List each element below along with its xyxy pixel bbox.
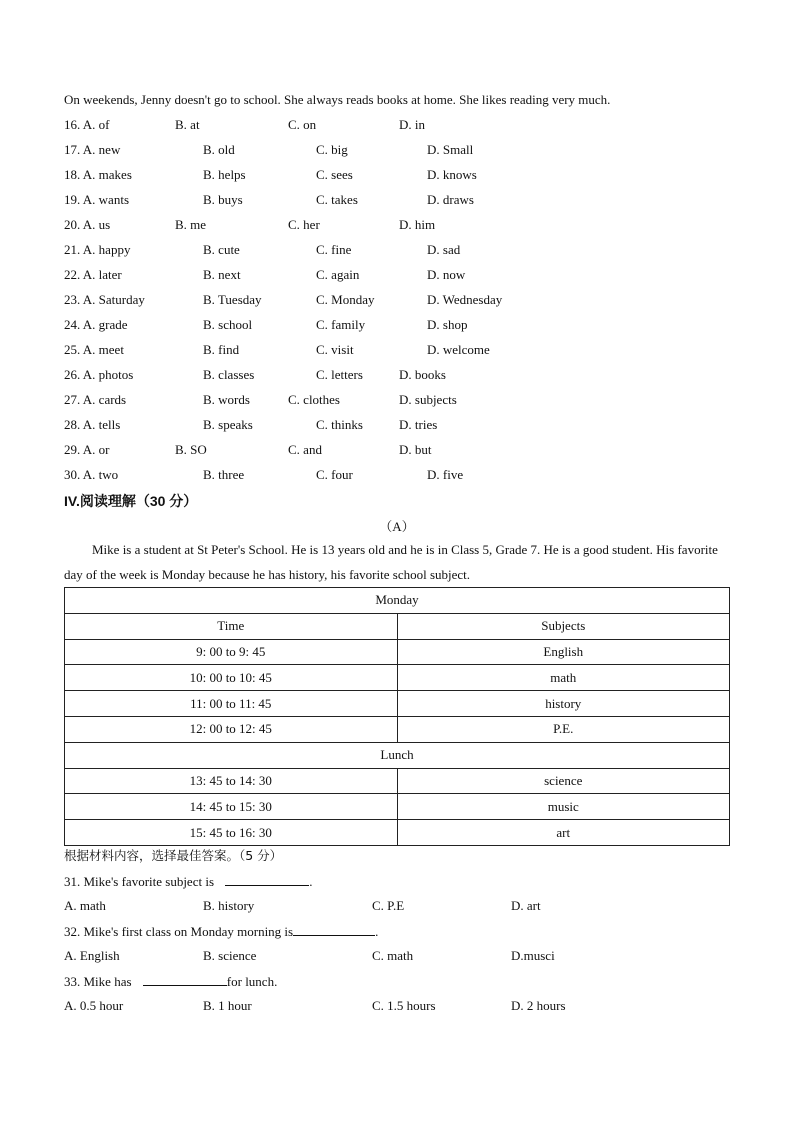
question-text: 31. Mike's favorite subject is <box>64 874 215 889</box>
cloze-option-c: C. takes <box>316 192 358 207</box>
time-cell: 9: 00 to 9: 45 <box>65 639 398 665</box>
schedule-table <box>64 587 730 846</box>
cloze-option-a: 19. A. wants <box>64 192 129 207</box>
cloze-option-c: C. fine <box>316 242 352 257</box>
question-31 <box>64 873 313 890</box>
question-32 <box>64 923 378 940</box>
lunch-row: Lunch <box>65 742 730 768</box>
option-c: C. math <box>372 948 414 963</box>
cloze-option-b: B. old <box>203 142 235 157</box>
table-header-time: Time <box>65 613 398 639</box>
time-cell: 12: 00 to 12: 45 <box>65 716 398 742</box>
cloze-option-c: C. and <box>288 442 322 457</box>
option-d: D.musci <box>511 948 555 963</box>
table-row <box>65 794 730 820</box>
cloze-option-d: D. sad <box>427 242 461 257</box>
table-row <box>65 613 730 639</box>
cloze-option-c: C. sees <box>316 167 353 182</box>
cloze-option-b: B. SO <box>175 442 207 457</box>
cloze-option-a: 30. A. two <box>64 467 119 482</box>
question-tail: for lunch. <box>226 974 278 989</box>
table-row <box>65 665 730 691</box>
cloze-option-a: 27. A. cards <box>64 392 127 407</box>
cloze-option-b: B. next <box>203 267 241 282</box>
cloze-option-d: D. now <box>427 267 466 282</box>
cloze-option-a: 25. A. meet <box>64 342 124 357</box>
cloze-option-b: B. at <box>175 117 200 132</box>
cloze-option-c: C. again <box>316 267 360 282</box>
cloze-option-c: C. family <box>316 317 366 332</box>
cloze-option-c: C. four <box>316 467 353 482</box>
cloze-option-b: B. me <box>175 217 207 232</box>
cloze-option-c: C. big <box>316 142 348 157</box>
cloze-option-b: B. Tuesday <box>203 292 262 307</box>
cloze-option-d: D. books <box>399 367 446 382</box>
question-33 <box>64 973 277 990</box>
section-title: IV.阅读理解（30 分） <box>64 493 198 509</box>
time-cell: 15: 45 to 16: 30 <box>65 820 398 846</box>
cloze-option-d: D. draws <box>427 192 474 207</box>
table-row <box>65 768 730 794</box>
table-row <box>65 716 730 742</box>
cloze-option-d: D. Small <box>427 142 474 157</box>
cloze-option-b: B. classes <box>203 367 255 382</box>
cloze-option-c: C. on <box>288 117 317 132</box>
time-cell: 10: 00 to 10: 45 <box>65 665 398 691</box>
cloze-option-b: B. school <box>203 317 253 332</box>
cloze-option-d: D. subjects <box>399 392 457 407</box>
table-row <box>65 820 730 846</box>
instruction-text: 根据材料内容，选择最佳答案。（5 分） <box>64 848 283 863</box>
time-cell: 14: 45 to 15: 30 <box>65 794 398 820</box>
subject-cell: music <box>397 794 730 820</box>
option-c: C. 1.5 hours <box>372 998 436 1013</box>
cloze-option-a: 29. A. or <box>64 442 110 457</box>
subject-cell: science <box>397 768 730 794</box>
answer-blank <box>225 873 309 886</box>
cloze-option-d: D. welcome <box>427 342 490 357</box>
cloze-option-c: C. Monday <box>316 292 375 307</box>
option-b: B. science <box>203 948 257 963</box>
subject-cell: English <box>397 639 730 665</box>
time-cell: 11: 00 to 11: 45 <box>65 691 398 717</box>
cloze-option-d: D. knows <box>427 167 477 182</box>
table-title: Monday <box>65 588 730 614</box>
question-text: 33. Mike has <box>64 974 132 989</box>
cloze-option-d: D. but <box>399 442 432 457</box>
answer-blank <box>143 973 227 986</box>
cloze-option-b: B. speaks <box>203 417 253 432</box>
intro-sentence: On weekends, Jenny doesn't go to school. She always reads books at home. She likes reading very much. <box>64 92 611 107</box>
cloze-option-c: C. thinks <box>316 417 363 432</box>
option-a: A. math <box>64 898 106 913</box>
cloze-option-a: 21. A. happy <box>64 242 131 257</box>
cloze-option-a: 17. A. new <box>64 142 121 157</box>
cloze-option-a: 23. A. Saturday <box>64 292 145 307</box>
cloze-option-d: D. shop <box>427 317 468 332</box>
cloze-option-b: B. helps <box>203 167 246 182</box>
cloze-option-a: 20. A. us <box>64 217 111 232</box>
cloze-option-b: B. buys <box>203 192 243 207</box>
cloze-option-c: C. her <box>288 217 320 232</box>
question-tail: . <box>375 924 379 939</box>
table-row <box>65 588 730 614</box>
cloze-option-b: B. three <box>203 467 245 482</box>
passage-label: （A） <box>379 519 415 534</box>
option-b: B. 1 hour <box>203 998 252 1013</box>
cloze-option-c: C. clothes <box>288 392 340 407</box>
cloze-option-a: 16. A. of <box>64 117 110 132</box>
time-cell: 13: 45 to 14: 30 <box>65 768 398 794</box>
option-b: B. history <box>203 898 255 913</box>
cloze-option-c: C. visit <box>316 342 354 357</box>
table-row <box>65 639 730 665</box>
cloze-option-c: C. letters <box>316 367 363 382</box>
cloze-option-a: 24. A. grade <box>64 317 128 332</box>
cloze-option-b: B. find <box>203 342 240 357</box>
option-c: C. P.E <box>372 898 405 913</box>
answer-blank <box>293 923 375 936</box>
option-d: D. 2 hours <box>511 998 566 1013</box>
passage-text: Mike is a student at St Peter's School. He is 13 years old and he is in Class 5, Grade 7. He is a good student. His favorite day of the week is Monday because he has history, his favorite school subject. <box>64 542 718 582</box>
cloze-option-b: B. cute <box>203 242 240 257</box>
cloze-option-d: D. Wednesday <box>427 292 503 307</box>
cloze-option-b: B. words <box>203 392 250 407</box>
cloze-option-a: 18. A. makes <box>64 167 132 182</box>
option-a: A. 0.5 hour <box>64 998 124 1013</box>
table-row <box>65 742 730 768</box>
subject-cell: math <box>397 665 730 691</box>
table-header-subjects: Subjects <box>397 613 730 639</box>
table-row <box>65 691 730 717</box>
option-a: A. English <box>64 948 120 963</box>
question-text: 32. Mike's first class on Monday morning is <box>64 924 294 939</box>
cloze-option-d: D. in <box>399 117 425 132</box>
cloze-option-d: D. him <box>399 217 436 232</box>
cloze-option-a: 28. A. tells <box>64 417 121 432</box>
subject-cell: art <box>397 820 730 846</box>
subject-cell: P.E. <box>397 716 730 742</box>
option-d: D. art <box>511 898 541 913</box>
cloze-option-d: D. five <box>427 467 464 482</box>
subject-cell: history <box>397 691 730 717</box>
cloze-option-a: 26. A. photos <box>64 367 134 382</box>
question-tail: . <box>309 874 313 889</box>
cloze-option-a: 22. A. later <box>64 267 122 282</box>
cloze-option-d: D. tries <box>399 417 438 432</box>
